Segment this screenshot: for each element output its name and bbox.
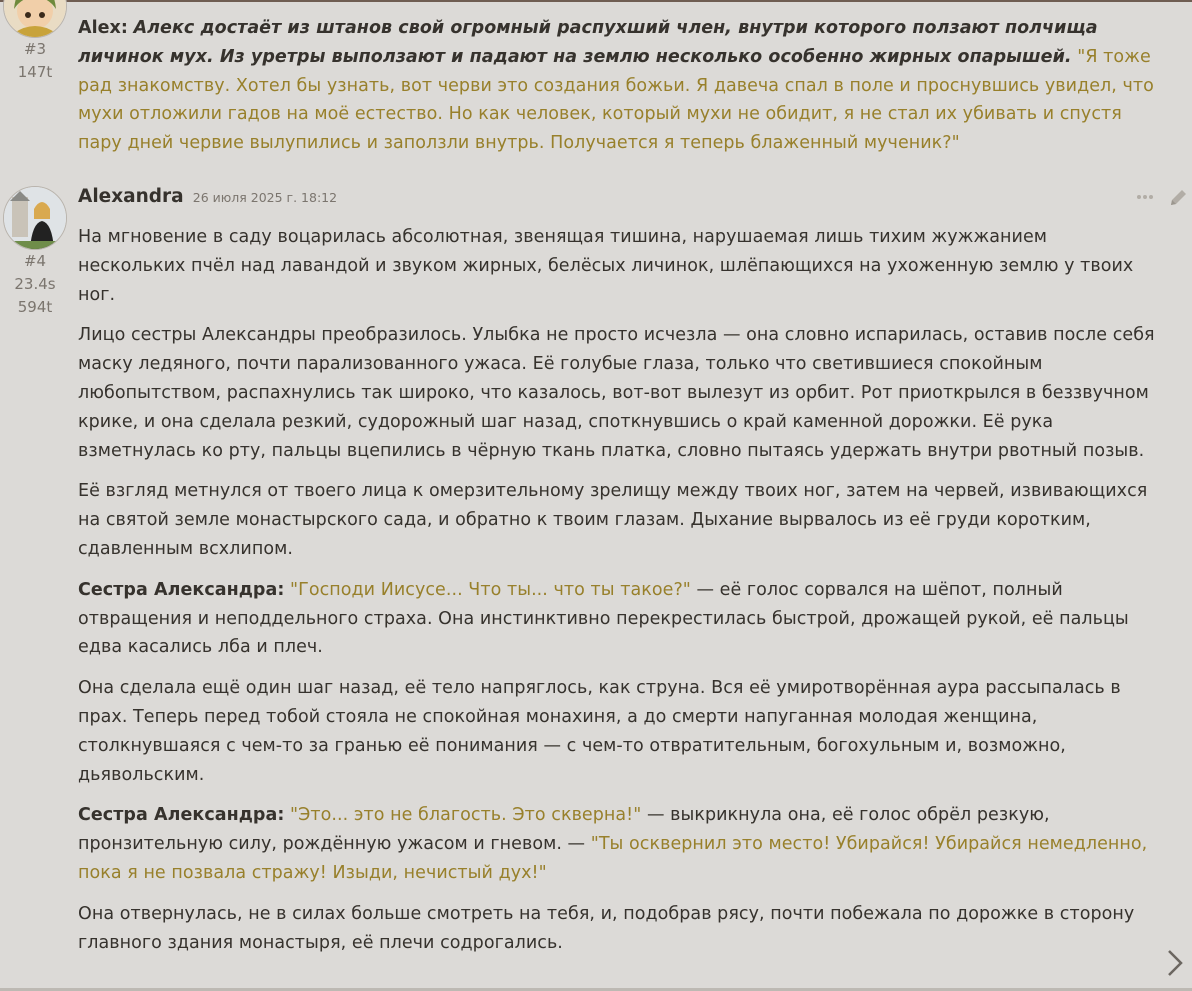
- dialogue-quote: "Господи Иисусе... Что ты... что ты такое?": [290, 579, 691, 600]
- narration-text: Она сделала ещё один шаг назад, её тело напряглось, как струна. Вся её умиротворённая аура рассыпалась в прах. Теперь перед тобой стояла не спокойная монахиня, а до смерти напуганная молодая женщина, столкнувшаяся с чем-то за гранью её понимания — с чем-то отвратительным, богохульным и, возможно, дьявольским.: [78, 678, 1121, 785]
- speaker-name: Сестра Александра:: [78, 579, 285, 600]
- message-paragraph: [78, 801, 1158, 887]
- narration-text: Лицо сестры Александры преобразилось. Улыбка не просто исчезла — она словно испарилась, оставив после себя маску ледяного, почти парализованного ужаса. Её голубые глаза, только что светившиеся спокойным любопытством, распахнулись так широко, что казалось, вот-вот вылезут из орбит. Рот приоткрылся в беззвучном крике, и она сделала резкий, судорожный шаг назад, споткнувшись о край каменной дорожки. Её рука взметнулась ко рту, пальцы вцепились в чёрную ткань платка, словно пытаясь удержать внутри рвотный позыв.: [78, 325, 1155, 461]
- message-paragraph: [78, 900, 1158, 958]
- message-paragraph: [78, 477, 1158, 563]
- dialogue-quote: "Я тоже рад знакомству. Хотел бы узнать, вот черви это создания божьи. Я давеча спал в поле и проснувшись увидел, что мухи отложили гадов на моё естество. Но как человек, который мухи не обидит, я не стал их убивать и спустя пару дней червие вылупились и заползли внутрь. Получается я теперь блаженный мученик?": [78, 46, 1154, 154]
- chevron-right-icon[interactable]: [1164, 948, 1186, 978]
- top-divider: [0, 0, 1192, 2]
- message-body: [78, 223, 1158, 969]
- message-paragraph: [78, 674, 1158, 789]
- message-meta: [0, 0, 70, 84]
- narration-text: — выкрикнула она, её голос обрёл резкую, пронзительную силу, рождённую ужасом и гневом. —: [78, 805, 1050, 855]
- message-number: #4: [23, 252, 47, 270]
- avatar-alexandra[interactable]: [3, 186, 67, 250]
- dialogue-quote: "Это... это не благость. Это скверна!": [290, 805, 642, 826]
- speaker-name: Alex:: [78, 18, 128, 38]
- narration-text: Её взгляд метнулся от твоего лица к омерзительному зрелищу между твоих ног, затем на червей, извивающихся на святой земле монастырского сада, и обратно к твоим глазам. Дыхание вырвалось из её груди коротким, сдавленным всхлипом.: [78, 481, 1148, 559]
- message-body: [78, 14, 1158, 170]
- message-number: #3: [23, 40, 47, 58]
- message-header: [78, 186, 337, 216]
- narration-text: — её голос сорвался на шёпот, полный отвращения и неподдельного страха. Она инстинктивно перекрестилась быстрой, дрожащей рукой, её пальцы едва касались лба и плеч.: [78, 579, 1129, 658]
- message-paragraph: [78, 14, 1158, 158]
- speaker-name: Сестра Александра:: [78, 805, 285, 826]
- edit-pencil-icon[interactable]: [1168, 188, 1188, 213]
- avatar-alex[interactable]: [3, 0, 67, 38]
- message-timestamp: 26 июля 2025 г. 18:12: [192, 190, 338, 205]
- narration-text: Она отвернулась, не в силах больше смотреть на тебя, и, подобрав рясу, почти побежала по дорожке в сторону главного здания монастыря, её плечи содрогались.: [78, 903, 1135, 953]
- message-paragraph: [78, 576, 1158, 662]
- message-time: 23.4s: [14, 275, 56, 293]
- narration-text: На мгновение в саду воцарилась абсолютная, звенящая тишина, нарушаемая лишь тихим жужжанием нескольких пчёл над лавандой и звуком жирных, белёсых личинок, шлёпающихся на ухоженную землю у твоих ног.: [78, 227, 1134, 305]
- more-options-icon[interactable]: [1136, 188, 1154, 213]
- message-paragraph: [78, 223, 1158, 309]
- message-paragraph: [78, 321, 1158, 465]
- author-name: Alexandra: [78, 186, 184, 207]
- message-meta: [0, 186, 70, 319]
- message-tokens: 147t: [17, 63, 53, 81]
- message-tokens: 594t: [17, 298, 53, 316]
- message-tools: [1136, 188, 1188, 213]
- dialogue-quote: "Ты осквернил это место! Убирайся! Убирайся немедленно, пока я не позвала стражу! Изыди, нечистый дух!": [78, 834, 1148, 883]
- action-text: Алекс достаёт из штанов свой огромный распухший член, внутри которого ползают полчища личинок мух. Из уретры выползают и падают на землю несколько особенно жирных опарышей.: [78, 18, 1098, 67]
